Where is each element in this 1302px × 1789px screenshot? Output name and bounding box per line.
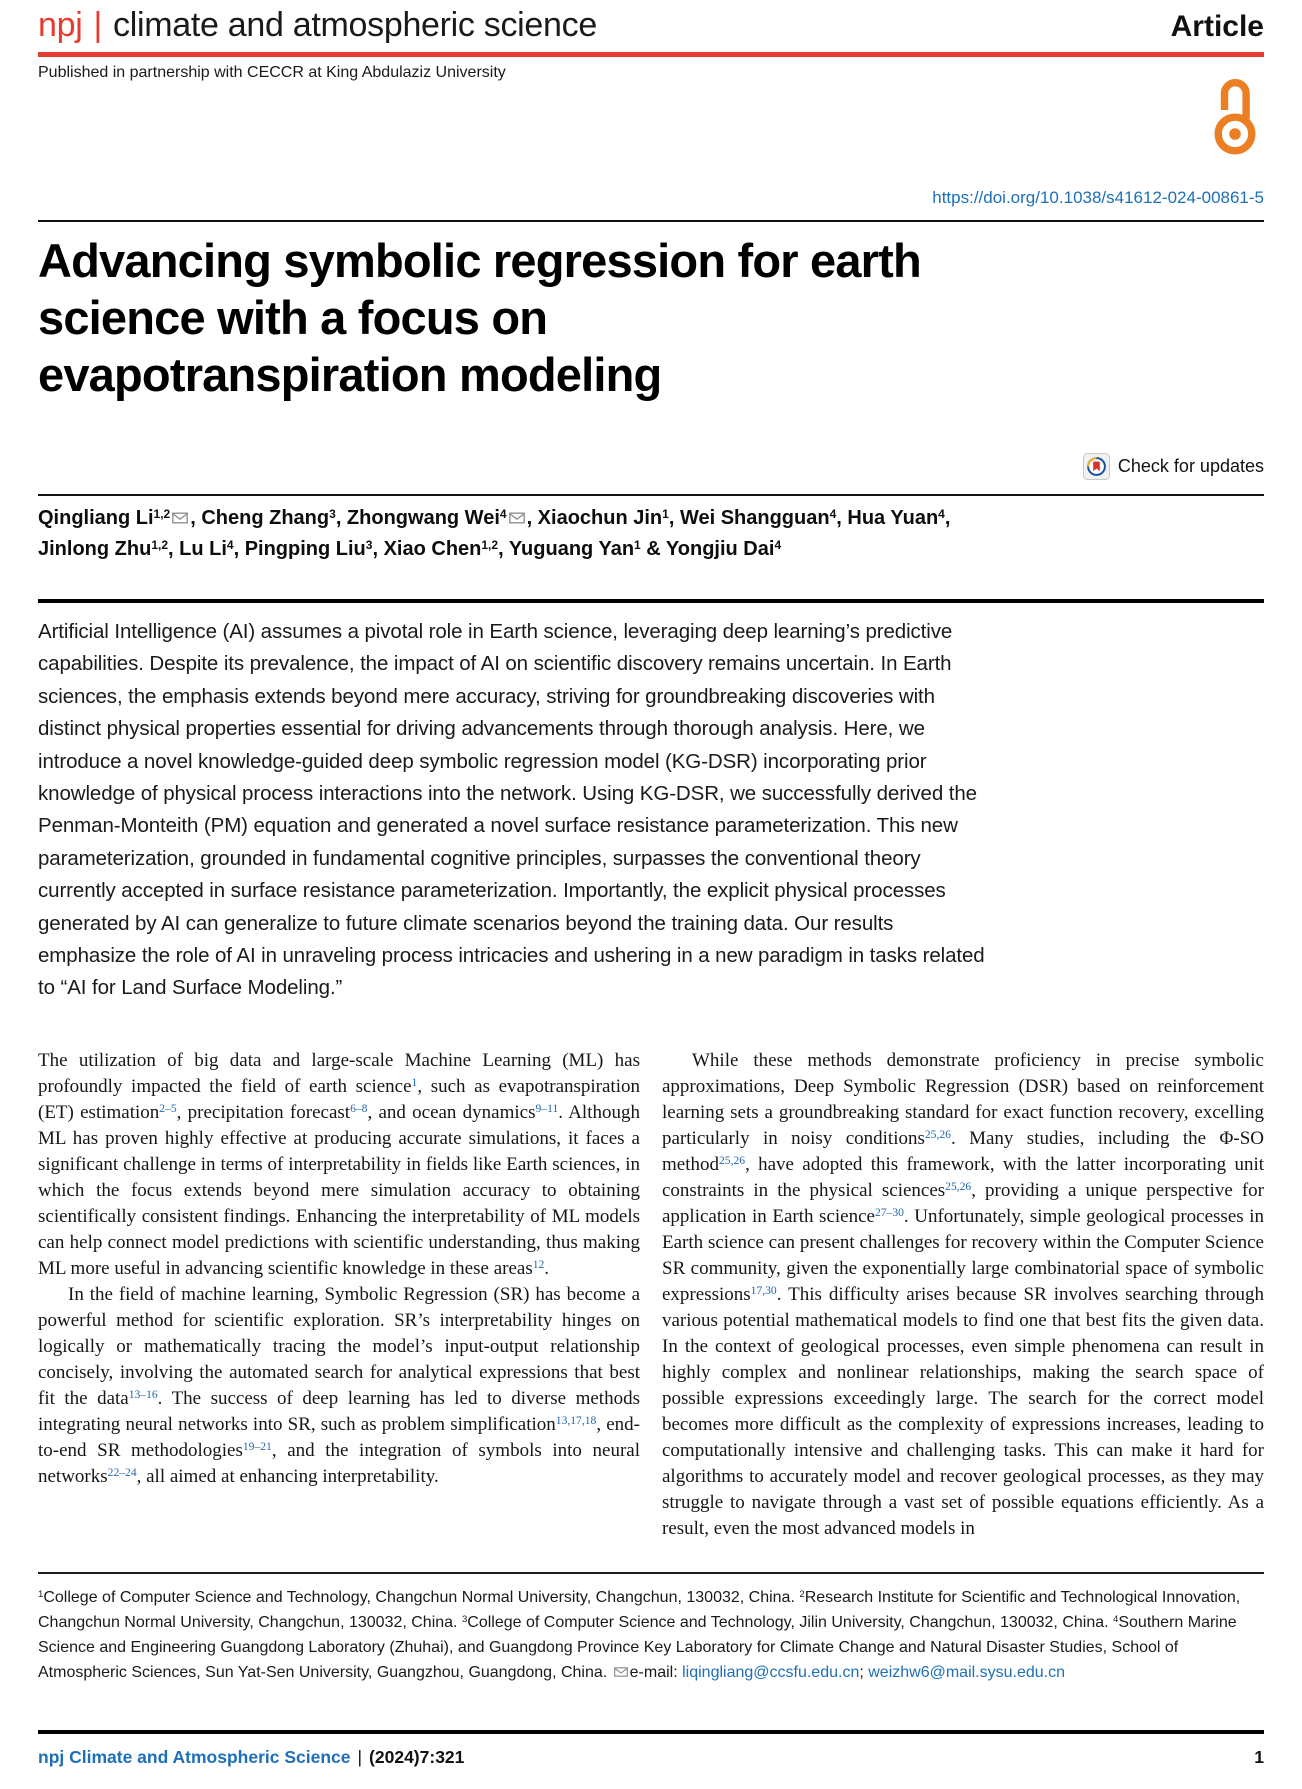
text-run: .: [544, 1258, 550, 1279]
text-run: The utilization of big data and large-scale Machine Learning (ML) has profoundly impacted the field of earth science: [38, 1050, 640, 1097]
doi-link[interactable]: https://doi.org/10.1038/s41612-024-00861-5: [932, 188, 1264, 207]
logo-separator: |: [93, 6, 103, 44]
affiliation-marker: 4: [1113, 1614, 1119, 1626]
journal-name: climate and atmospheric science: [113, 6, 597, 44]
citation-ref[interactable]: 25,26: [924, 1128, 951, 1142]
citation-ref[interactable]: 17,30: [750, 1284, 777, 1298]
text-run: , Hua Yuan: [836, 507, 939, 529]
abstract-top-rule: [38, 599, 1264, 603]
text-run: , and the integration of symbols into neural networks: [38, 1440, 640, 1487]
citation-ref[interactable]: 19–21: [242, 1440, 272, 1454]
affiliations-footnote: [38, 1585, 1264, 1685]
envelope-icon: [172, 512, 188, 524]
text-run: & Yongjiu Dai: [640, 538, 775, 560]
footer-rule: [38, 1730, 1264, 1734]
citation-ref[interactable]: 1: [411, 1076, 418, 1090]
check-for-updates-label: Check for updates: [1117, 456, 1264, 476]
email-link[interactable]: liqingliang@ccsfu.edu.cn: [682, 1664, 860, 1681]
email-link[interactable]: weizhw6@mail.sysu.edu.cn: [868, 1664, 1065, 1681]
text-run: , all aimed at enhancing interpretability.: [136, 1466, 439, 1487]
check-for-updates-button[interactable]: [1083, 453, 1264, 480]
citation-ref[interactable]: 27–30: [874, 1206, 904, 1220]
citation-ref[interactable]: 25,26: [719, 1154, 746, 1168]
crossmark-icon: [1083, 453, 1110, 480]
text-run: , Lu Li: [168, 538, 227, 560]
affiliation-marker: 1,2: [151, 538, 168, 552]
affiliation-marker: 4: [774, 538, 782, 552]
article-type-label: Article: [1170, 10, 1264, 43]
affiliation-marker: 1: [38, 1589, 44, 1601]
footer-citation: [38, 1747, 464, 1768]
text-run: , and ocean dynamics: [367, 1102, 536, 1123]
paragraph: [38, 1048, 640, 1282]
text-run: While these methods demonstrate proficiency in precise symbolic approximations, Deep Symbolic Regression (DSR) based on reinforcement learning sets a groundbreaking standard for exact function recovery, excelling particularly in noisy conditions: [662, 1050, 1264, 1149]
masthead: [38, 6, 1264, 45]
article-title: [38, 232, 1048, 403]
citation-ref[interactable]: 25,26: [945, 1180, 972, 1194]
paragraph: [662, 1048, 1264, 1542]
page-number: 1: [1254, 1747, 1264, 1767]
text-run: , Xiao Chen: [372, 538, 482, 560]
text-run: . Unfortunately, simple geological processes in Earth science can present challenges for recovery within the Computer Science SR community, given the exponentially large combinatorial space of symbolic expressions: [662, 1206, 1265, 1305]
abstract-text: Artificial Intelligence (AI) assumes a pivotal role in Earth science, leveraging deep learning’s predictive capabilities. Despite its prevalence, the impact of AI on scientific discovery remains uncertain. In Earth sciences, the emphasis extends beyond mere accuracy, striving for groundbreaking discoveries with distinct physical properties essential for driving advancements through thorough analysis. Here, we introduce a novel knowledge-guided deep symbolic regression model (KG-DSR) incorporating prior knowledge of physical process interactions into the network. Using KG-DSR, we successfully derived the Penman-Monteith (PM) equation and generated a novel surface resistance parameterization. This new parameterization, grounded in fundamental cognitive principles, surpasses the conventional theory currently accepted in surface resistance parameterization. Importantly, the explicit physical processes generated by AI can generalize to future climate scenarios beyond the training data. Our results emphasize the role of AI in unraveling process intricacies and ushering in a new paradigm in tasks related to “AI for Land Surface Modeling.”: [38, 620, 985, 1000]
text-run: , Zhongwang Wei: [335, 507, 500, 529]
left-column: [38, 1048, 640, 1542]
affiliation-marker: 2: [799, 1589, 805, 1601]
footer-volume-citation: (2024)7:321: [369, 1747, 465, 1767]
affiliation-marker: 3: [329, 507, 336, 521]
article-title-line: science with a focus on: [38, 291, 548, 344]
open-access-icon[interactable]: [1212, 72, 1258, 162]
text-run: , end-to-end SR methodologies: [38, 1414, 640, 1461]
text-run: , Pingping Liu: [233, 538, 366, 560]
text-run: Southern Marine Science and Engineering Guangdong Laboratory (Zhuhai), and Guangdong Province Key Laboratory for Climate Change and Natural Disaster Studies, School of Atmospheric Sciences, Sun Yat-Sen University, Guangzhou, Guangdong, China.: [38, 1614, 1237, 1681]
text-run: . This difficulty arises because SR involves searching through various potential mathematical models to find one that best fits the given data. In the context of geological processes, even simple phenomena can result in highly complex and nonlinear relationships, making the search space of possible expressions exceedingly large. The search for the correct model becomes more difficult as the complexity of expressions increases, leading to computationally intensive and challenging tasks. This can make it hard for algorithms to accurately model and recover geological processes, as they may struggle to navigate through a vast set of possible equations efficiently. As a result, even the most advanced models in: [662, 1284, 1264, 1539]
affiliation-marker: 1,2: [481, 538, 499, 552]
footer-journal-link[interactable]: npj Climate and Atmospheric Science: [38, 1747, 351, 1767]
text-run: , have adopted this framework, with the latter incorporating unit constraints in the physical sciences: [662, 1154, 1264, 1201]
envelope-icon: [614, 1667, 628, 1677]
citation-ref[interactable]: 22–24: [107, 1466, 137, 1480]
right-column: [662, 1048, 1264, 1542]
envelope-icon: [509, 512, 525, 524]
text-run: , Cheng Zhang: [190, 507, 330, 529]
text-run: ;: [859, 1664, 869, 1681]
affiliation-marker: 4: [226, 538, 234, 552]
affiliation-marker: 4: [499, 507, 507, 521]
text-run: , Wei Shangguan: [668, 507, 830, 529]
citation-ref[interactable]: 6–8: [350, 1102, 368, 1116]
affiliation-marker: 1,2: [153, 507, 171, 521]
authors-top-rule: [38, 494, 1264, 496]
affiliation-marker: 1: [662, 507, 669, 521]
text-run: In the field of machine learning, Symbolic Regression (SR) has become a powerful method for scientific exploration. SR’s interpretability hinges on logically or mathematically tracing the model’s input-output relationship concisely, involving the automated search for analytical expressions that best fit the data: [38, 1284, 640, 1409]
text-run: College of Computer Science and Technology, Changchun Normal University, Changchun, 130032, China.: [43, 1589, 800, 1606]
text-run: , such as evapotranspiration (ET) estimation: [38, 1076, 640, 1123]
citation-ref[interactable]: 13,17,18: [555, 1414, 597, 1428]
affiliation-marker: 1: [634, 538, 641, 552]
text-run: College of Computer Science and Technology, Jilin University, Changchun, 130032, China.: [467, 1614, 1114, 1631]
npj-logo-text: npj: [38, 6, 83, 44]
text-run: , providing a unique perspective for application in Earth science: [662, 1180, 1264, 1227]
article-body: [38, 1048, 1264, 1542]
citation-ref[interactable]: 9–11: [535, 1102, 559, 1116]
footer-separator: |: [357, 1747, 363, 1767]
text-run: Qingliang Li: [38, 507, 154, 529]
text-run: . Although ML has proven highly effective at producing accurate simulations, it faces a significant challenge in terms of interpretability in fields like Earth sciences, in which the focus extends beyond mere simulation accuracy to obtaining scientifically consistent findings. Enhancing the interpretability of ML models can help connect model predictions with scientific understanding, thus making ML more useful in advancing scientific knowledge in these areas: [38, 1102, 640, 1279]
author-list: [38, 503, 1228, 565]
text-run: , Yuguang Yan: [498, 538, 635, 560]
page-footer: [38, 1747, 1264, 1768]
citation-ref[interactable]: 12: [532, 1258, 545, 1272]
citation-ref[interactable]: 2–5: [159, 1102, 177, 1116]
author-line: [38, 534, 1228, 565]
article-title-line: Advancing symbolic regression for earth: [38, 234, 921, 287]
journal-logo[interactable]: [38, 6, 597, 45]
article-title-line: evapotranspiration modeling: [38, 348, 662, 401]
affiliation-marker: 4: [829, 507, 837, 521]
text-run: , Xiaochun Jin: [526, 507, 663, 529]
text-run: e-mail:: [629, 1664, 683, 1681]
text-run: ,: [944, 507, 951, 529]
partnership-note: Published in partnership with CECCR at King Abdulaziz University: [38, 64, 506, 81]
text-run: , precipitation forecast: [176, 1102, 351, 1123]
paragraph: [38, 1282, 640, 1490]
text-run: Jinlong Zhu: [38, 538, 152, 560]
author-line: [38, 503, 1228, 534]
footnote-rule: [38, 1572, 1264, 1574]
text-run: . The success of deep learning has led to diverse methods integrating neural networks into SR, such as problem simplification: [38, 1388, 640, 1435]
affiliation-marker: 4: [938, 507, 945, 521]
title-top-rule: [38, 220, 1264, 222]
affiliation-marker: 3: [365, 538, 373, 552]
masthead-rule: [38, 52, 1264, 57]
text-run: Research Institute for Scientific and Technological Innovation, Changchun Normal University, Changchun, 130032, China.: [38, 1589, 1241, 1631]
affiliation-marker: 3: [461, 1614, 468, 1626]
text-run: . Many studies, including the Φ-SO method: [662, 1128, 1265, 1175]
citation-ref[interactable]: 13–16: [128, 1388, 158, 1402]
